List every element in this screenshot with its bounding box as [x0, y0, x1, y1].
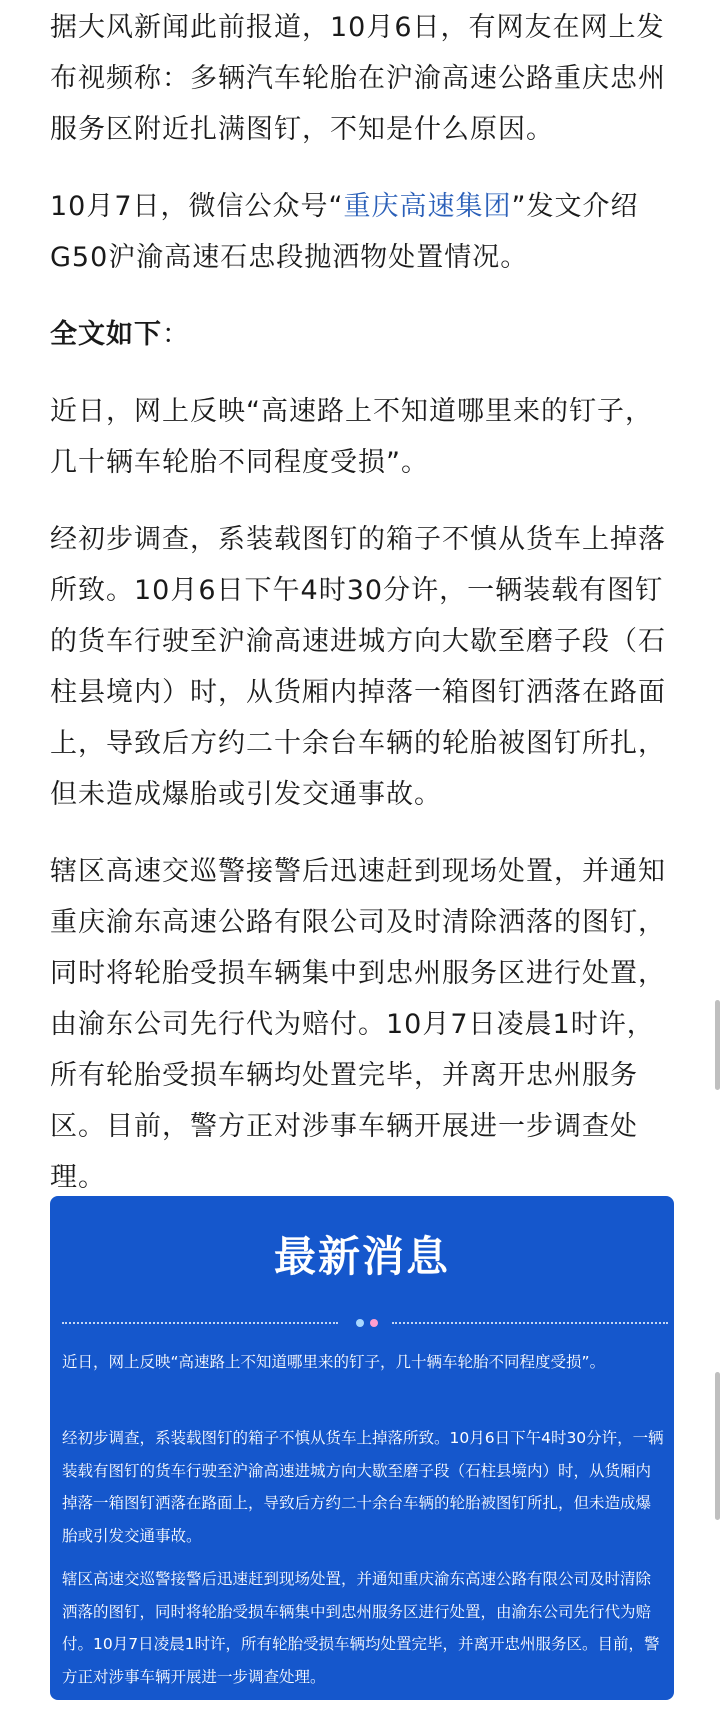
paragraph-report: 近日，网上反映“高速路上不知道哪里来的钉子，几十辆车轮胎不同程度受损”。: [50, 396, 653, 478]
dotted-divider: [62, 1318, 668, 1328]
paragraph-investigation: 经初步调查，系装载图钉的箱子不慎从货车上掉落所致。10月6日下午4时30分许，一辆装载有图钉的货车行驶至沪渝高速进城方向大歇至磨子段（石柱县境内）时，从货厢内掉落一箱图钉洒落在路面上，导致后方约二十余台车辆的轮胎被图钉所扎，但未造成爆胎或引发交通事故。: [50, 524, 666, 810]
card-paragraph-handling: 辖区高速交巡警接警后迅速赶到现场处置，并通知重庆渝东高速公路有限公司及时清除洒落的图钉，同时将轮胎受损车辆集中到忠州服务区进行处置，由渝东公司先行代为赔付。10月7日凌晨1时许，所有轮胎受损车辆均处置完毕，并离开忠州服务区。目前，警方正对涉事车辆开展进一步调查处理。: [62, 1570, 660, 1686]
divider-dot-pink: [370, 1319, 378, 1327]
divider-line-left: [62, 1322, 338, 1324]
paragraph-wechat-prefix: 10月7日，微信公众号“: [50, 191, 344, 222]
paragraph-intro: 据大风新闻此前报道，10月6日，有网友在网上发布视频称：多辆汽车轮胎在沪渝高速公路重庆忠州服务区附近扎满图钉，不知是什么原因。: [50, 12, 666, 145]
paragraph-wechat: [50, 181, 674, 283]
scrollbar-thumb[interactable]: [715, 1000, 720, 1090]
article-body: [50, 0, 674, 1229]
card-paragraph-report: 近日，网上反映“高速路上不知道哪里来的钉子，几十辆车轮胎不同程度受损”。: [62, 1353, 606, 1371]
divider-line-right: [392, 1322, 668, 1324]
fulltext-heading: 全文如下: [50, 319, 162, 350]
scrollbar-thumb-secondary[interactable]: [715, 1372, 720, 1520]
paragraph-wechat-suffix: ”发文介绍G50沪渝高速石忠段抛洒物处置情况。: [50, 191, 639, 273]
paragraph-fulltext-heading: [50, 309, 674, 360]
latest-news-card: [50, 1196, 674, 1700]
latest-news-title: 最新消息: [273, 1232, 450, 1281]
fulltext-colon: ：: [162, 319, 190, 350]
card-paragraph-investigation: 经初步调查，系装载图钉的箱子不慎从货车上掉落所致。10月6日下午4时30分许，一辆装载有图钉的货车行驶至沪渝高速进城方向大歇至磨子段（石柱县境内）时，从货厢内掉落一箱图钉洒落在路面上，导致后方约二十余台车辆的轮胎被图钉所扎，但未造成爆胎或引发交通事故。: [62, 1429, 664, 1545]
paragraph-handling: 辖区高速交巡警接警后迅速赶到现场处置，并通知重庆渝东高速公路有限公司及时清除洒落的图钉，同时将轮胎受损车辆集中到忠州服务区进行处置，由渝东公司先行代为赔付。10月7日凌晨1时许，所有轮胎受损车辆均处置完毕，并离开忠州服务区。目前，警方正对涉事车辆开展进一步调查处理。: [50, 856, 666, 1193]
divider-dot-blue: [356, 1319, 364, 1327]
wechat-account-link[interactable]: 重庆高速集团: [343, 191, 512, 222]
